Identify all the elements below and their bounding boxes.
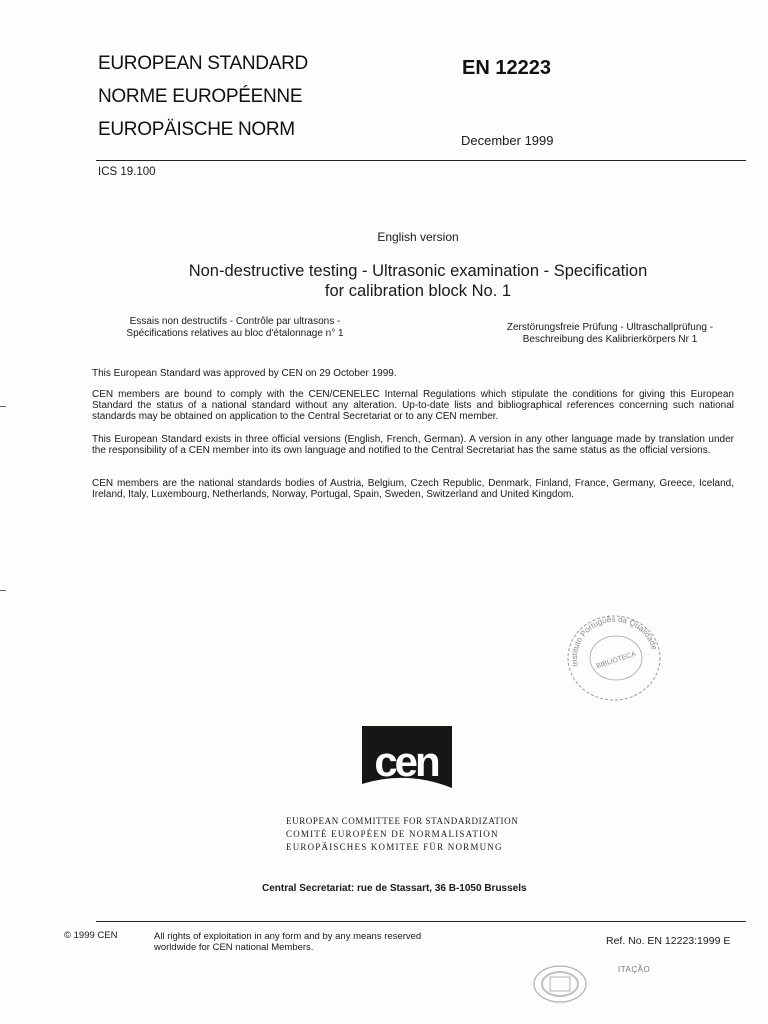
french-title [110, 316, 360, 340]
document-title-line2: for calibration block No. 1 [324, 282, 512, 300]
stamp-outer-text: Instituto Português da Qualidade [569, 614, 659, 668]
document-title [0, 261, 768, 301]
compliance-paragraph: CEN members are bound to comply with the CEN/CENELEC Internal Regulations which stipulate the conditions for giving this European Standard the status of a national standard without any alteration. Up-to-date lists and bibliographical references concerning such national standards may be obtained on application to the Central Secretariat or to any CEN member. [92, 389, 734, 422]
rights-line1: All rights of exploitation in any form and by any means reserved [154, 931, 422, 942]
title-german: EUROPÄISCHE NORM [98, 119, 295, 140]
rights-line2: worldwide for CEN national Members. [154, 942, 314, 953]
versions-paragraph: This European Standard exists in three official versions (English, French, German). A version in any other language made by translation under the responsibility of a CEN member into its own language and notified to the Central Secretariat has the same status as the official versions. [92, 434, 734, 456]
standard-number: EN 12223 [462, 57, 551, 79]
french-title-line2: Spécifications relatives au bloc d'étalonnage n° 1 [126, 328, 344, 339]
ipq-faded-text: ITAÇÃO [618, 965, 651, 974]
cen-logo-icon [362, 726, 452, 816]
german-title-line2: Beschreibung des Kalibrierkörpers Nr 1 [522, 334, 698, 345]
stamp-inner-text: BIBLIOTECA [595, 650, 637, 671]
secretariat-address: Central Secretariat: rue de Stassart, 36 B-1050 Brussels [262, 883, 527, 894]
rights-notice [154, 931, 474, 953]
organization-name-english: EUROPEAN COMMITTEE FOR STANDARDIZATION [286, 816, 519, 826]
organization-name-german: EUROPÄISCHES KOMITEE FÜR NORMUNG [286, 842, 503, 852]
margin-mark [0, 406, 6, 407]
approval-paragraph: This European Standard was approved by CEN on 29 October 1999. [92, 368, 397, 379]
ics-code: ICS 19.100 [98, 166, 156, 178]
german-title-line1: Zerstörungsfreie Prüfung - Ultraschallprüfung - [506, 322, 714, 333]
french-title-line1: Essais non destructifs - Contrôle par ultrasons - [129, 316, 341, 327]
cen-logo-text: cen [374, 738, 438, 785]
ipq-logo-icon [530, 962, 590, 1006]
document-title-line1: Non-destructive testing - Ultrasonic examination - Specification [188, 262, 648, 280]
organization-name-french: COMITÉ EUROPÉEN DE NORMALISATION [286, 829, 499, 839]
footer-rule [96, 921, 746, 922]
german-title [480, 322, 740, 346]
margin-mark [0, 590, 6, 591]
header-rule [96, 160, 746, 161]
members-paragraph: CEN members are the national standards bodies of Austria, Belgium, Czech Republic, Denmark, Finland, France, Germany, Greece, Iceland, Ireland, Italy, Luxembourg, Netherlands, Norway, Portugal, Spain, Sweden, Switzerland and United Kingdom. [92, 478, 734, 500]
reference-number: Ref. No. EN 12223:1999 E [606, 935, 731, 947]
title-french: NORME EUROPÉENNE [98, 86, 303, 107]
title-english: EUROPEAN STANDARD [98, 53, 308, 74]
publication-date: December 1999 [461, 133, 554, 148]
library-stamp-icon [560, 608, 668, 704]
version-label: English version [377, 230, 459, 244]
copyright-notice: © 1999 CEN [64, 930, 118, 941]
